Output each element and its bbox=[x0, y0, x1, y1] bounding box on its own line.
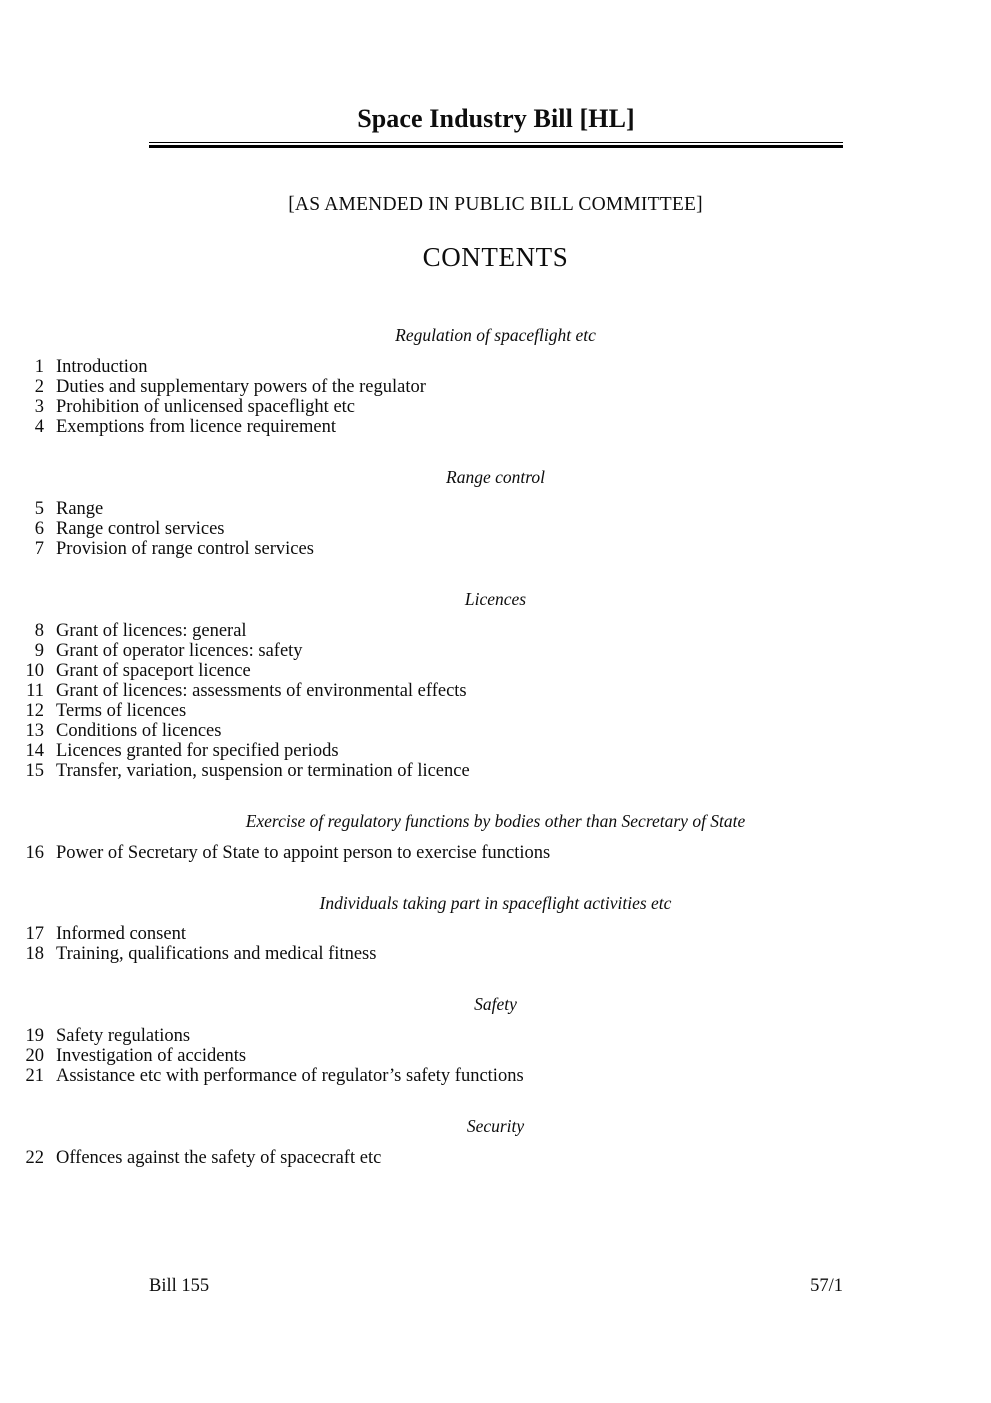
toc-entry-label: Offences against the safety of spacecraft etc bbox=[56, 1148, 382, 1169]
toc-entry-number: 5 bbox=[34, 498, 44, 519]
toc-entry[interactable] bbox=[0, 499, 991, 519]
toc-entry-number: 11 bbox=[26, 680, 44, 701]
toc-entry[interactable] bbox=[0, 417, 991, 437]
section-gap bbox=[0, 437, 991, 467]
section-gap bbox=[0, 964, 991, 994]
heading-gap bbox=[0, 833, 991, 843]
toc-entry[interactable] bbox=[0, 1148, 991, 1168]
toc-entry[interactable] bbox=[0, 621, 991, 641]
toc-entry[interactable] bbox=[0, 397, 991, 417]
toc-entry-number: 22 bbox=[25, 1148, 44, 1169]
toc-entry-label: Power of Secretary of State to appoint person to exercise functions bbox=[56, 842, 551, 863]
toc-entry-label: Assistance etc with performance of regulator’s safety functions bbox=[56, 1066, 524, 1087]
toc-entry[interactable] bbox=[0, 681, 991, 701]
toc-entry-label: Conditions of licences bbox=[56, 720, 222, 741]
toc-entry[interactable] bbox=[0, 1066, 991, 1086]
heading-gap bbox=[0, 489, 991, 499]
toc-entry[interactable] bbox=[0, 1026, 991, 1046]
section-item-list bbox=[0, 924, 991, 964]
toc-entry-label: Training, qualifications and medical fitness bbox=[56, 944, 377, 965]
title-rule-thin bbox=[149, 142, 843, 143]
toc-entry-number: 4 bbox=[34, 416, 44, 437]
toc-entry-label: Duties and supplementary powers of the regulator bbox=[56, 376, 426, 397]
toc-entry-label: Investigation of accidents bbox=[56, 1046, 247, 1067]
toc-entry-number: 7 bbox=[34, 538, 44, 559]
heading-gap bbox=[0, 914, 991, 924]
toc-entry-number: 8 bbox=[34, 620, 44, 641]
toc-entry-number: 18 bbox=[25, 944, 44, 965]
toc-entry-label: Transfer, variation, suspension or termination of licence bbox=[56, 760, 470, 781]
toc-entry-number: 3 bbox=[34, 396, 44, 417]
page-footer bbox=[149, 1276, 843, 1297]
section-heading: Regulation of spaceflight etc bbox=[395, 325, 596, 345]
toc-entry-label: Exemptions from licence requirement bbox=[56, 416, 336, 437]
section-heading: Safety bbox=[474, 994, 517, 1015]
title-rule-thick bbox=[149, 145, 843, 148]
toc-section bbox=[0, 994, 991, 1086]
toc-entry[interactable] bbox=[0, 377, 991, 397]
toc-entry[interactable] bbox=[0, 357, 991, 377]
toc-entry[interactable] bbox=[0, 843, 991, 863]
toc-entry-label: Grant of operator licences: safety bbox=[56, 640, 303, 661]
section-heading: Licences bbox=[464, 588, 527, 609]
page-title: Space Industry Bill [HL] bbox=[357, 104, 635, 133]
toc-entry-number: 17 bbox=[25, 924, 44, 945]
toc-entry-label: Grant of licences: general bbox=[56, 620, 247, 641]
toc-entry-label: Grant of licences: assessments of environmental effects bbox=[56, 680, 467, 701]
toc-entry-number: 21 bbox=[25, 1066, 44, 1087]
section-gap bbox=[0, 559, 991, 589]
toc-entry-label: Informed consent bbox=[56, 924, 186, 945]
toc-entry-label: Prohibition of unlicensed spaceflight etc bbox=[56, 396, 356, 417]
heading-gap bbox=[0, 1138, 991, 1148]
section-gap bbox=[0, 1086, 991, 1116]
toc-entry[interactable] bbox=[0, 519, 991, 539]
section-heading: Individuals taking part in spaceflight activities etc bbox=[319, 892, 672, 913]
toc-entry[interactable] bbox=[0, 741, 991, 761]
section-item-list bbox=[0, 357, 991, 437]
toc-entry-number: 13 bbox=[25, 720, 44, 741]
toc-section bbox=[0, 325, 991, 437]
masthead bbox=[149, 104, 843, 148]
contents-heading: CONTENTS bbox=[422, 242, 569, 272]
section-item-list bbox=[0, 1026, 991, 1086]
toc-entry[interactable] bbox=[0, 761, 991, 781]
toc-entry-number: 10 bbox=[25, 660, 44, 681]
toc-entry-label: Introduction bbox=[56, 356, 148, 377]
toc-entry-number: 14 bbox=[25, 740, 44, 761]
section-heading: Range control bbox=[446, 466, 545, 487]
heading-gap bbox=[0, 611, 991, 621]
toc-section bbox=[0, 467, 991, 559]
toc-entry-label: Range control services bbox=[56, 518, 225, 539]
toc-entry-number: 19 bbox=[25, 1026, 44, 1047]
toc-entry[interactable] bbox=[0, 701, 991, 721]
section-item-list bbox=[0, 843, 991, 863]
amendment-note: [AS AMENDED IN PUBLIC BILL COMMITTEE] bbox=[288, 194, 703, 215]
toc-section bbox=[0, 1116, 991, 1168]
toc-entry[interactable] bbox=[0, 661, 991, 681]
toc-entry-number: 12 bbox=[25, 700, 44, 721]
heading-gap bbox=[0, 347, 991, 357]
section-item-list bbox=[0, 1148, 991, 1168]
page-reference: 57/1 bbox=[810, 1276, 843, 1296]
title-rule bbox=[149, 142, 843, 148]
toc-entry-label: Safety regulations bbox=[56, 1026, 191, 1047]
toc-entry-number: 2 bbox=[34, 376, 44, 397]
section-heading: Exercise of regulatory functions by bodies other than Secretary of State bbox=[245, 810, 746, 831]
toc-entry[interactable] bbox=[0, 924, 991, 944]
heading-gap bbox=[0, 1016, 991, 1026]
toc-entry-number: 9 bbox=[34, 640, 44, 661]
toc-entry-number: 20 bbox=[25, 1046, 44, 1067]
toc-entry-number: 6 bbox=[34, 518, 44, 539]
section-gap bbox=[0, 781, 991, 811]
section-heading: Security bbox=[466, 1116, 525, 1137]
toc-section bbox=[0, 589, 991, 781]
section-gap bbox=[0, 863, 991, 893]
table-of-contents bbox=[0, 325, 991, 1168]
toc-entry[interactable] bbox=[0, 721, 991, 741]
section-item-list bbox=[0, 499, 991, 559]
toc-entry[interactable] bbox=[0, 944, 991, 964]
toc-entry-label: Licences granted for specified periods bbox=[56, 740, 339, 761]
toc-entry-label: Range bbox=[56, 498, 104, 519]
toc-entry-label: Terms of licences bbox=[56, 700, 187, 721]
bill-number: Bill 155 bbox=[149, 1276, 210, 1296]
toc-entry[interactable] bbox=[0, 641, 991, 661]
toc-entry[interactable] bbox=[0, 1046, 991, 1066]
toc-entry-number: 1 bbox=[34, 356, 44, 377]
toc-entry-label: Provision of range control services bbox=[56, 538, 314, 559]
toc-entry-label: Grant of spaceport licence bbox=[56, 660, 251, 681]
toc-entry-number: 16 bbox=[25, 842, 44, 863]
toc-section bbox=[0, 811, 991, 863]
toc-entry[interactable] bbox=[0, 539, 991, 559]
section-item-list bbox=[0, 621, 991, 781]
toc-entry-number: 15 bbox=[25, 760, 44, 781]
toc-section bbox=[0, 893, 991, 965]
